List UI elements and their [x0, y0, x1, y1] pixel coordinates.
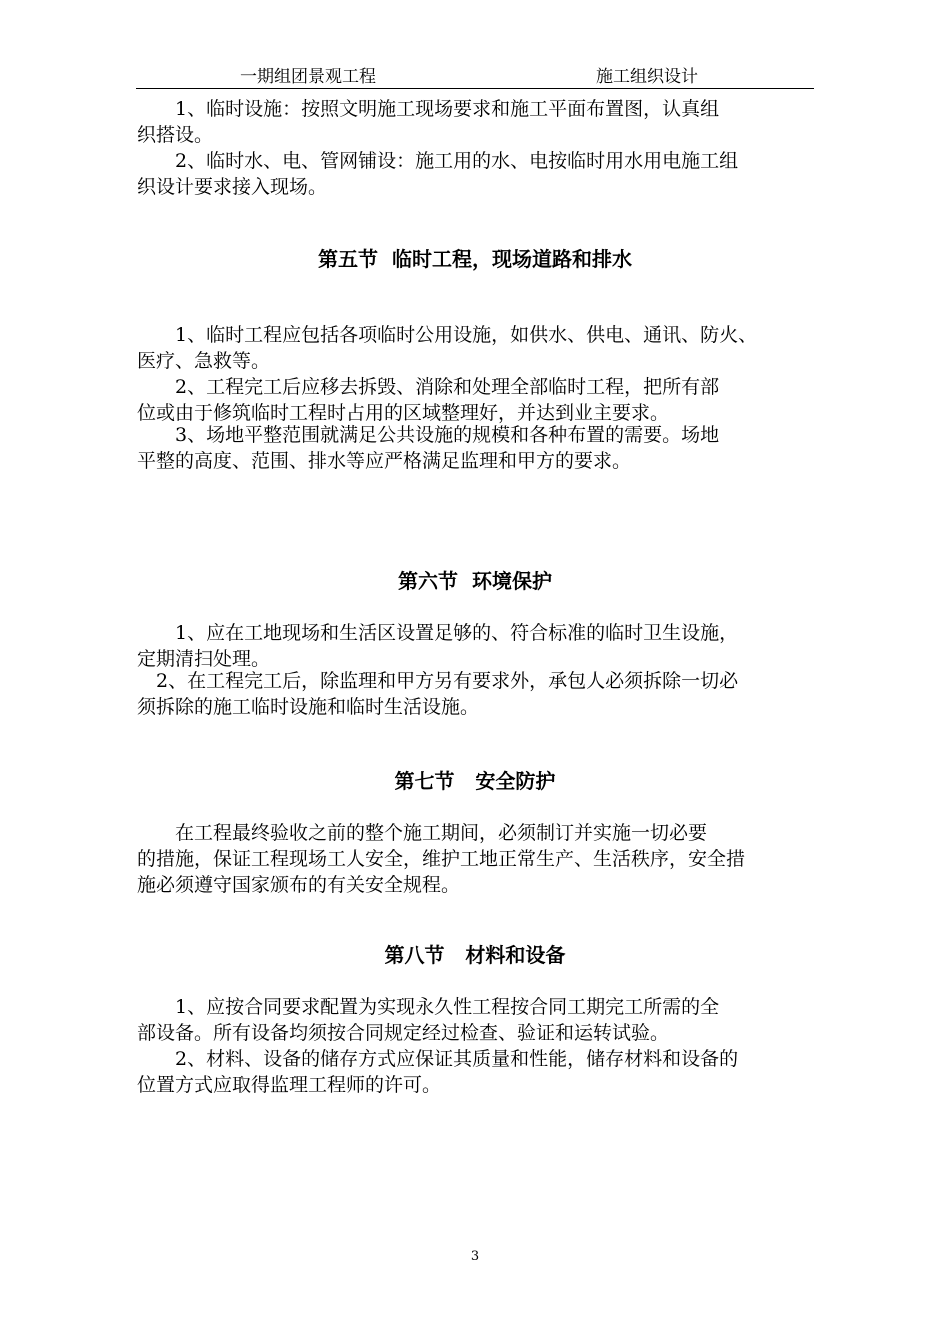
- paragraph-line: 3、场地平整范围就满足公共设施的规模和各种布置的需要。场地: [137, 424, 720, 446]
- paragraph-line: 1、应按合同要求配置为实现永久性工程按合同工期完工所需的全: [137, 996, 720, 1018]
- header-doc-title: 施工组织设计: [596, 67, 698, 87]
- paragraph-line: 1、应在工地现场和生活区设置足够的、符合标准的临时卫生设施，: [137, 622, 739, 644]
- section-7-heading: 第七节 安全防护: [394, 769, 556, 793]
- paragraph-line: 2、工程完工后应移去拆毁、消除和处理全部临时工程，把所有部: [137, 376, 720, 398]
- header-project-name: 一期组团景观工程: [240, 67, 376, 87]
- paragraph-line: 织设计要求接入现场。: [137, 176, 328, 198]
- paragraph-line: 施必须遵守国家颁布的有关安全规程。: [137, 874, 461, 896]
- paragraph-line: 2、材料、设备的储存方式应保证其质量和性能，储存材料和设备的: [137, 1048, 739, 1070]
- section-8-heading: 第八节 材料和设备: [384, 943, 566, 967]
- paragraph-line: 织搭设。: [137, 124, 214, 146]
- section-6-heading: 第六节 环境保护: [398, 569, 552, 593]
- section-5-heading: 第五节 临时工程，现场道路和排水: [318, 247, 632, 271]
- paragraph-line: 1、临时工程应包括各项临时公用设施，如供水、供电、通讯、防火、: [137, 324, 758, 346]
- paragraph-line: 的措施，保证工程现场工人安全，维护工地正常生产、生活秩序，安全措: [137, 848, 746, 870]
- paragraph-line: 定期清扫处理。: [137, 648, 271, 670]
- paragraph-line: 部设备。所有设备均须按合同规定经过检查、验证和运转试验。: [137, 1022, 670, 1044]
- paragraph-line: 在工程最终验收之前的整个施工期间，必须制订并实施一切必要: [137, 822, 708, 844]
- header-divider: [136, 88, 814, 89]
- paragraph-line: 2、在工程完工后，除监理和甲方另有要求外，承包人必须拆除一切必: [137, 670, 739, 692]
- paragraph-line: 2、临时水、电、管网铺设：施工用的水、电按临时用水用电施工组: [137, 150, 739, 172]
- paragraph-line: 平整的高度、范围、排水等应严格满足监理和甲方的要求。: [137, 450, 632, 472]
- paragraph-line: 位置方式应取得监理工程师的许可。: [137, 1074, 442, 1096]
- paragraph-line: 1、临时设施：按照文明施工现场要求和施工平面布置图，认真组: [137, 98, 720, 120]
- paragraph-line: 位或由于修筑临时工程时占用的区域整理好，并达到业主要求。: [137, 402, 670, 424]
- paragraph-line: 须拆除的施工临时设施和临时生活设施。: [137, 696, 480, 718]
- paragraph-line: 医疗、急救等。: [137, 350, 271, 372]
- page-number: 3: [470, 1249, 480, 1264]
